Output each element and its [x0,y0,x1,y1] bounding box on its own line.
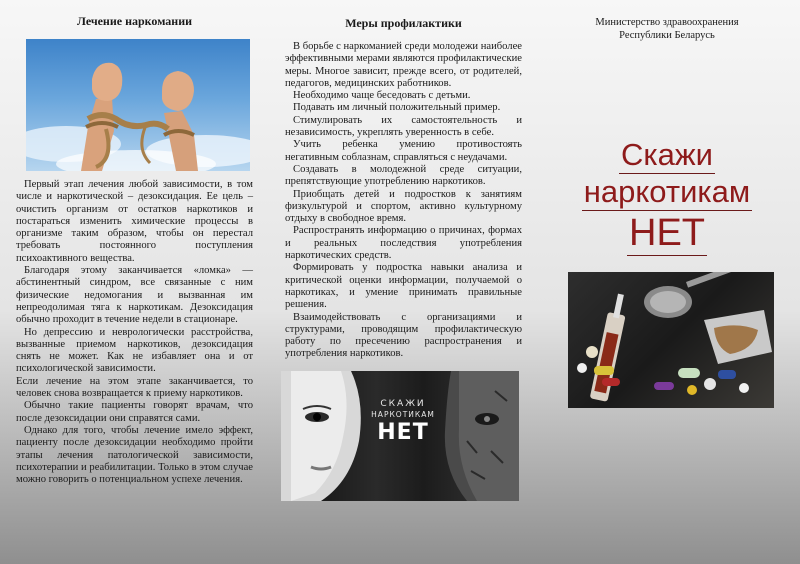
tied-hands-image [26,39,250,171]
poster-line-3: НЕТ [377,419,429,445]
treatment-title: Лечение наркомании [76,14,193,28]
prevention-text [285,41,522,361]
prevention-paragraph-2: Необходимо чаще беседовать с детьми. [293,90,471,102]
say-no-poster-image [281,371,519,501]
panel-cover [534,0,800,564]
ministry-line-2: Республики Беларусь [619,30,715,41]
panel-prevention [267,0,534,564]
poster-line-2: НАРКОТИКАМ [371,409,435,419]
treatment-paragraph-1: Первый этап лечения любой зависимости, в том числе и наркотической – дезоксидация. Ее цель – очистить организм от остатков наркотиков и постараться изменить химические процессы в организме таким образом, чтобы он перестал требовать постоянного поступления психоактивного вещества. [16,179,253,264]
prevention-title: Меры профилактики [345,16,462,30]
drugs-syringe-image [568,272,774,408]
slogan [546,137,788,256]
panel-treatment [0,0,267,564]
prevention-paragraph-10: Взаимодействовать с организациями и структурами, проводящим профилактическую работу по пресечению распространения и употребления наркотиков. [285,311,522,360]
prevention-paragraph-5: Учить ребенка умению противостоять негативным соблазнам, справляться с неудачами. [285,139,522,163]
prevention-paragraph-6: Создавать в молодежной среде ситуации, препятствующие употреблению наркотиков. [285,163,522,188]
poster-line-1: СКАЖИ [380,398,426,409]
treatment-paragraph-6: Однако для того, чтобы лечение имело эффект, пациенту после дезоксидации необходимо пройти этапы лечения патологической зависимости, психотерапии и реабилитации. Только в этом случае можно говорить о потенциальном успехе лечения. [16,424,253,486]
prevention-paragraph-8: Распространять информацию о причинах, формах и реальных последствия употребления наркотических средств. [285,225,522,262]
prevention-paragraph-3: Подавать им личный положительный пример. [293,102,501,114]
slogan-line-3: НЕТ [629,212,705,254]
slogan-line-2: наркотикам [583,174,751,209]
poster-caption [363,399,443,445]
prevention-paragraph-4: Стимулировать их самостоятельность и независимость, укреплять уверенность в себе. [285,114,522,139]
ministry-header [546,16,788,42]
slogan-line-1: Скажи [621,137,713,172]
prevention-paragraph-1: В борьбе с наркоманией среди молодежи наиболее эффективными мерами являются профилактические меры. Многое зависит, прежде всего, от родителей, педагогов, медицинских работников. [285,41,522,89]
prevention-paragraph-9: Формировать у подростка навыки анализа и критической оценки информации, получаемой о наркотиках, и умение принимать правильные решения. [285,262,522,311]
treatment-paragraph-2: Благодаря этому заканчивается «ломка» — абстинентный синдром, все связанные с ним физические недомогания и вызванная им непреодолимая тяга к наркотикам. Дезоксидация обычно проходит в течение недели в стационаре. [16,265,253,326]
treatment-text [16,179,253,486]
prevention-paragraph-7: Приобщать детей и подростков к занятиям физкультурой и спортом, активно культурному отдыху в свободное время. [285,188,522,225]
treatment-paragraph-5: Обычно такие пациенты говорят врачам, что после дезоксидации они справятся сами. [16,400,253,424]
treatment-paragraph-4: Если лечение на этом этапе заканчивается, то человек снова возвращается к приему наркотиков. [16,375,253,400]
treatment-paragraph-3: Но депрессию и неврологически расстройства, вызванные приемом наркотиков, дезоксидация снять не может. Как не избавляет она и от психологической зависимости. [16,326,253,375]
ministry-line-1: Министерство здравоохранения [595,17,739,28]
